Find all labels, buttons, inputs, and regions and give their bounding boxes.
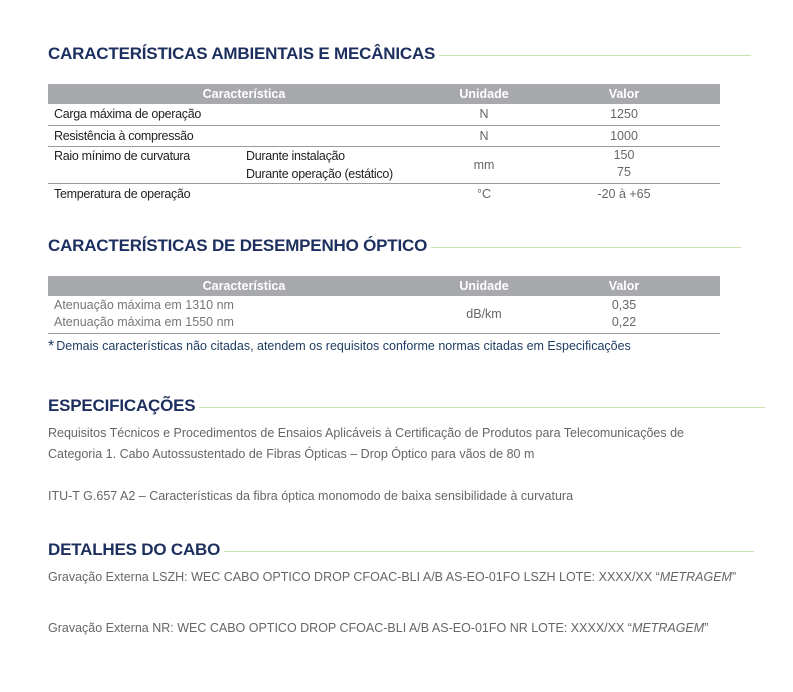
lszh-text: Gravação Externa LSZH: WEC CABO OPTICO DROP CFOAC-BLI A/B AS-EO-01FO LSZH LOTE: XXXX/XX “ [48,570,660,584]
bend-value-install: 150 [613,147,635,162]
nr-suffix: ” [704,621,709,635]
spec-paragraph-1: Requisitos Técnicos e Procedimentos de Ensaios Aplicáveis à Certificação de Produtos para Telecomunicações de Categoria 1. Cabo Autossustentado de Fibras Ópticas – Drop Óptico para vãos de 80 m [48,426,684,461]
attenuation-names [48,296,440,333]
attenuation-values [528,296,720,333]
row-unit: dB/km [440,296,528,333]
optical-title: CARACTERÍSTICAS DE DESEMPENHO ÓPTICO [48,236,428,255]
title-rule [439,55,751,56]
lszh-suffix: ” [731,570,737,584]
bend-name: Raio mínimo de curvatura [54,148,190,163]
row-name: Resistência à compressão [48,125,440,146]
bend-sub-install: Durante instalação [246,148,345,163]
title-rule [199,407,765,408]
cable-details-title: DETALHES DO CABO [48,540,221,559]
section-title-optical [48,236,741,256]
section-title-specifications [48,396,765,416]
environmental-title: CARACTERÍSTICAS AMBIENTAIS E MECÂNICAS [48,44,436,63]
att-1310-value: 0,35 [611,298,637,312]
table-header-row [48,84,720,104]
table-row [48,125,720,146]
row-name: Carga máxima de operação [48,104,440,125]
att-1310-name: Atenuação máxima em 1310 nm [54,298,234,312]
environmental-table [48,84,720,205]
spec-paragraph-2: ITU-T G.657 A2 – Características da fibra óptica monomodo de baixa sensibilidade à curvatura [48,489,574,503]
row-name-bend [48,146,440,183]
row-unit: N [440,125,528,146]
table-row [48,146,720,183]
section-title-cable-details [48,540,754,560]
row-unit: °C [476,186,492,201]
row-unit: mm [440,146,528,183]
cable-marking-nr [48,618,738,639]
footnote-star: * [48,338,55,355]
header-characteristic: Característica [48,84,440,104]
optical-table [48,276,720,334]
row-value: 1250 [528,104,720,125]
header-value: Valor [528,276,720,296]
specifications-title: ESPECIFICAÇÕES [48,396,196,415]
table-header-row [48,276,720,296]
bend-value-operation: 75 [617,164,631,179]
title-rule [431,247,741,248]
header-characteristic: Característica [48,276,440,296]
footnote-text: Demais características não citadas, atendem os requisitos conforme normas citadas em Especificações [56,339,631,353]
section-title-environmental [48,44,751,64]
nr-italic: METRAGEM [631,621,705,635]
row-value: -20 à +65 [597,186,651,201]
att-1550-value: 0,22 [611,315,637,329]
table-row [48,183,720,205]
lszh-italic: METRAGEM [659,570,732,584]
cable-marking-lszh [48,567,738,588]
header-value: Valor [528,84,720,104]
bend-sub-operation: Durante operação (estático) [246,166,393,181]
table-row [48,104,720,125]
row-unit: N [440,104,528,125]
row-value-bend [528,146,720,183]
header-unit: Unidade [440,84,528,104]
att-1550-name: Atenuação máxima em 1550 nm [54,315,234,329]
table-row [48,296,720,333]
nr-text: Gravação Externa NR: WEC CABO OPTICO DROP CFOAC-BLI A/B AS-EO-01FO NR LOTE: XXXX/XX “ [48,621,632,635]
row-value: 1000 [528,125,720,146]
row-name: Temperatura de operação [54,186,191,201]
header-unit: Unidade [440,276,528,296]
footnote [48,338,631,356]
title-rule [224,551,754,552]
